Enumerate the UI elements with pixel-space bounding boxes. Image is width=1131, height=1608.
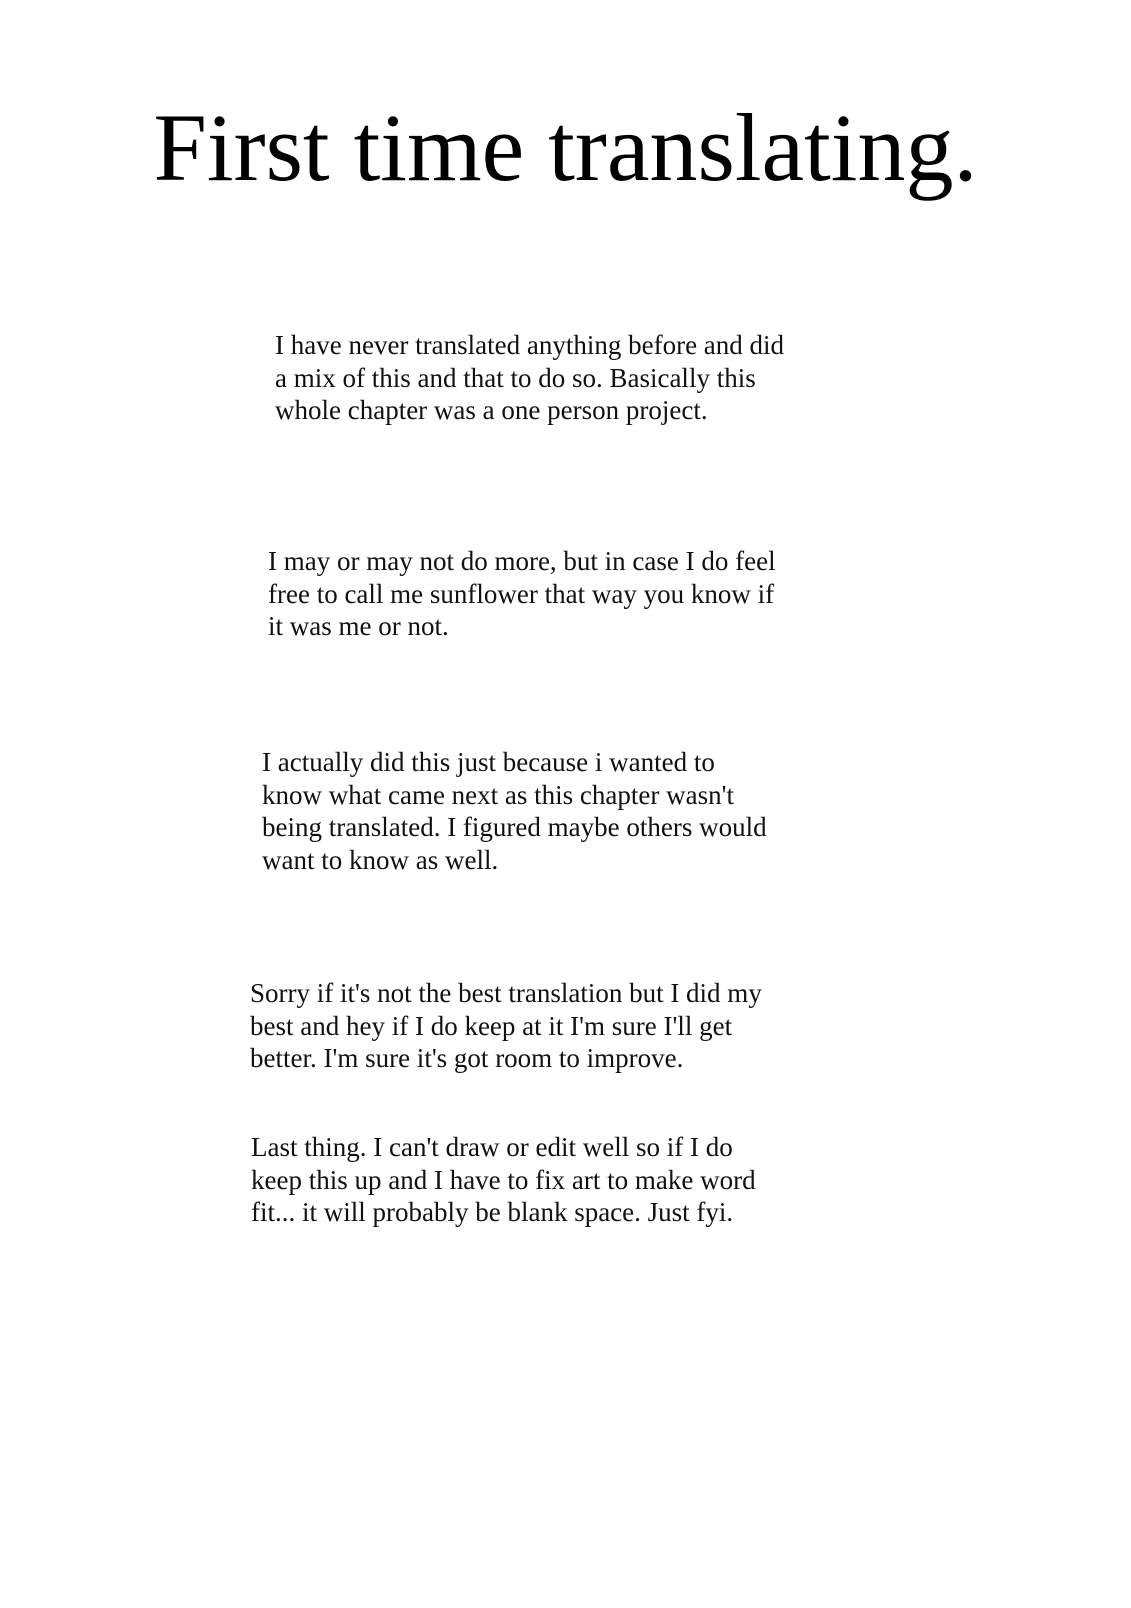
paragraph-last-thing: Last thing. I can't draw or edit well so if I do keep this up and I have to fix art to make word fit... it will probably be blank space. Just fyi. bbox=[251, 1132, 756, 1227]
paragraph-apology: Sorry if it's not the best translation but I did my best and hey if I do keep at it I'm sure I'll get better. I'm sure it's got room to improve. bbox=[250, 978, 762, 1073]
paragraph-never-translated: I have never translated anything before and did a mix of this and that to do so. Basically this whole chapter was a one person project. bbox=[275, 330, 785, 425]
paragraph-reason-for-translating: I actually did this just because i wanted to know what came next as this chapter wasn't being translated. I figured maybe others would want to know as well. bbox=[262, 747, 767, 875]
paragraph-call-me-sunflower: I may or may not do more, but in case I do feel free to call me sunflower that way you know if it was me or not. bbox=[268, 546, 776, 641]
page-title: First time translating. bbox=[153, 94, 978, 201]
